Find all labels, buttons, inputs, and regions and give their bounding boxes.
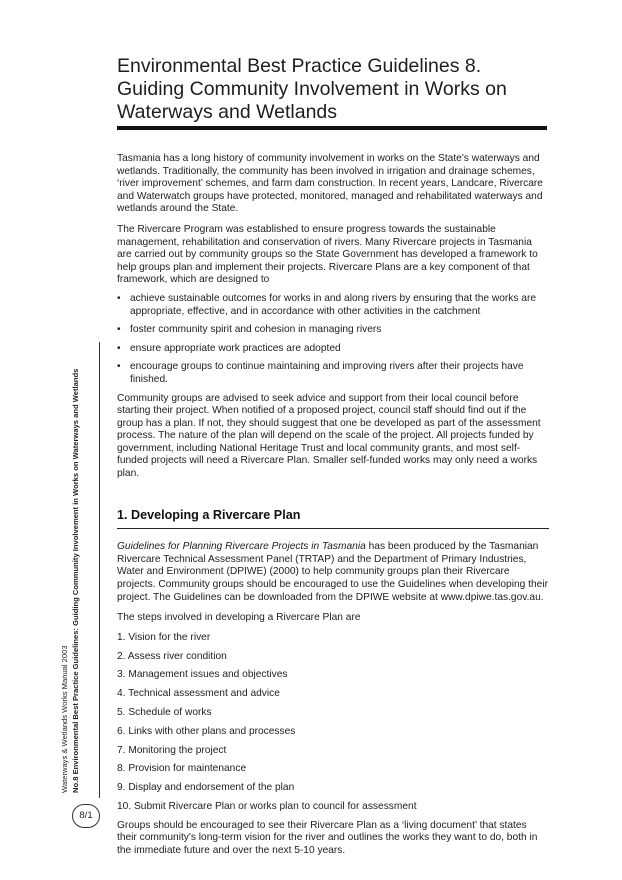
list-item: 10. Submit Rivercare Plan or works plan to council for assessment — [117, 800, 417, 812]
section-rule — [117, 528, 549, 529]
document-title — [117, 55, 557, 124]
list-item: • ensure appropriate work practices are adopted — [117, 343, 549, 356]
guidelines-title: Guidelines for Planning Rivercare Projects in Tasmania — [117, 541, 366, 553]
page-number: 8/1 — [72, 804, 100, 828]
title-line-2: Guiding Community Involvement in Works on — [117, 78, 507, 100]
title-line-1: Environmental Best Practice Guidelines 8. — [117, 55, 482, 77]
running-footer — [59, 369, 81, 793]
list-item: • achieve sustainable outcomes for works in and along rivers by ensuring that the works are appropriate, effective, and in accordance with other activities in the catchment — [117, 293, 549, 318]
list-item: 4. Technical assessment and advice — [117, 688, 280, 700]
paragraph-guidelines — [117, 541, 549, 604]
sidebar-divider — [99, 342, 100, 798]
title-rule — [117, 126, 547, 130]
list-item: 1. Vision for the river — [117, 631, 211, 643]
list-item: • encourage groups to continue maintaining and improving rivers after their projects have finished. — [117, 361, 549, 386]
list-item: 6. Links with other plans and processes — [117, 725, 296, 737]
paragraph-history: Tasmania has a long history of community involvement in works on the State's waterways and wetlands. Traditionally, the community has been involved in irrigation and drainage schemes, ‘river improvement’ schemes, and farm dam construction. In recent years, Landcare, Rivercare and Waterwatch groups have protected, monitored, managed and rehabilitated waterways and wetlands around the State. — [117, 153, 543, 215]
list-item: 5. Schedule of works — [117, 706, 212, 718]
list-item: 9. Display and endorsement of the plan — [117, 782, 295, 794]
list-item: 8. Provision for maintenance — [117, 763, 247, 775]
steps-list — [117, 632, 549, 814]
list-item: 2. Assess river condition — [117, 650, 227, 662]
guidelines-text: has been produced by the Tasmanian Rivercare Technical Assessment Panel (TRTAP) and the Department of Primary Industries, Water and Environment (DPIWE) (2000) to help community groups plan their Rivercare projects. Community groups should be encouraged to use the Guidelines when developing their project. The Guidelines can be downloaded from the DPIWE website at www.dpiwe.tas.gov.au. — [117, 541, 548, 603]
list-item: 3. Management issues and objectives — [117, 669, 288, 681]
list-item: 7. Monitoring the project — [117, 744, 227, 756]
paragraph-rivercare-program: The Rivercare Program was established to ensure progress towards the sustainable management, rehabilitation and conservation of rivers. Many Rivercare projects in Tasmania are carried out by community groups so the State Government has developed a framework to help groups plan and implement their projects. Rivercare Plans are a key component of that framework, which are designed to — [117, 223, 538, 286]
body-text — [117, 153, 549, 865]
paragraph-council-advice: Community groups are advised to seek advice and support from their local council before starting their project. When notified of a proposed project, council staff should find out if the group has a plan. If not, they should suggest that one be developed as part of the assessment process. The nature of the plan will depend on the scale of the project. All projects funded by government, including National Heritage Trust and local community grants, and most self-funded projects will need a Rivercare Plan. Smaller self-funded works may only need a works plan. — [117, 392, 541, 480]
objectives-list — [117, 293, 549, 387]
paragraph-living-document: Groups should be encouraged to see their Rivercare Plan as a ‘living document’ that states their community's long-term vision for the river and outlines the works they want to do, both in the immediate future and over the next 5-10 years. — [117, 819, 538, 856]
list-item: • foster community spirit and cohesion in managing rivers — [117, 324, 549, 337]
guideline-name: No.8 Environmental Best Practice Guidelines: Guiding Community Involvement in Works on Waterways and Wetlands — [71, 368, 80, 793]
manual-name: Waterways & Wetlands Works Manual 2003 — [60, 645, 69, 793]
section-heading: 1. Developing a Rivercare Plan — [117, 507, 301, 522]
steps-lead: The steps involved in developing a Rivercare Plan are — [117, 612, 361, 624]
title-line-3: Waterways and Wetlands — [117, 101, 338, 123]
